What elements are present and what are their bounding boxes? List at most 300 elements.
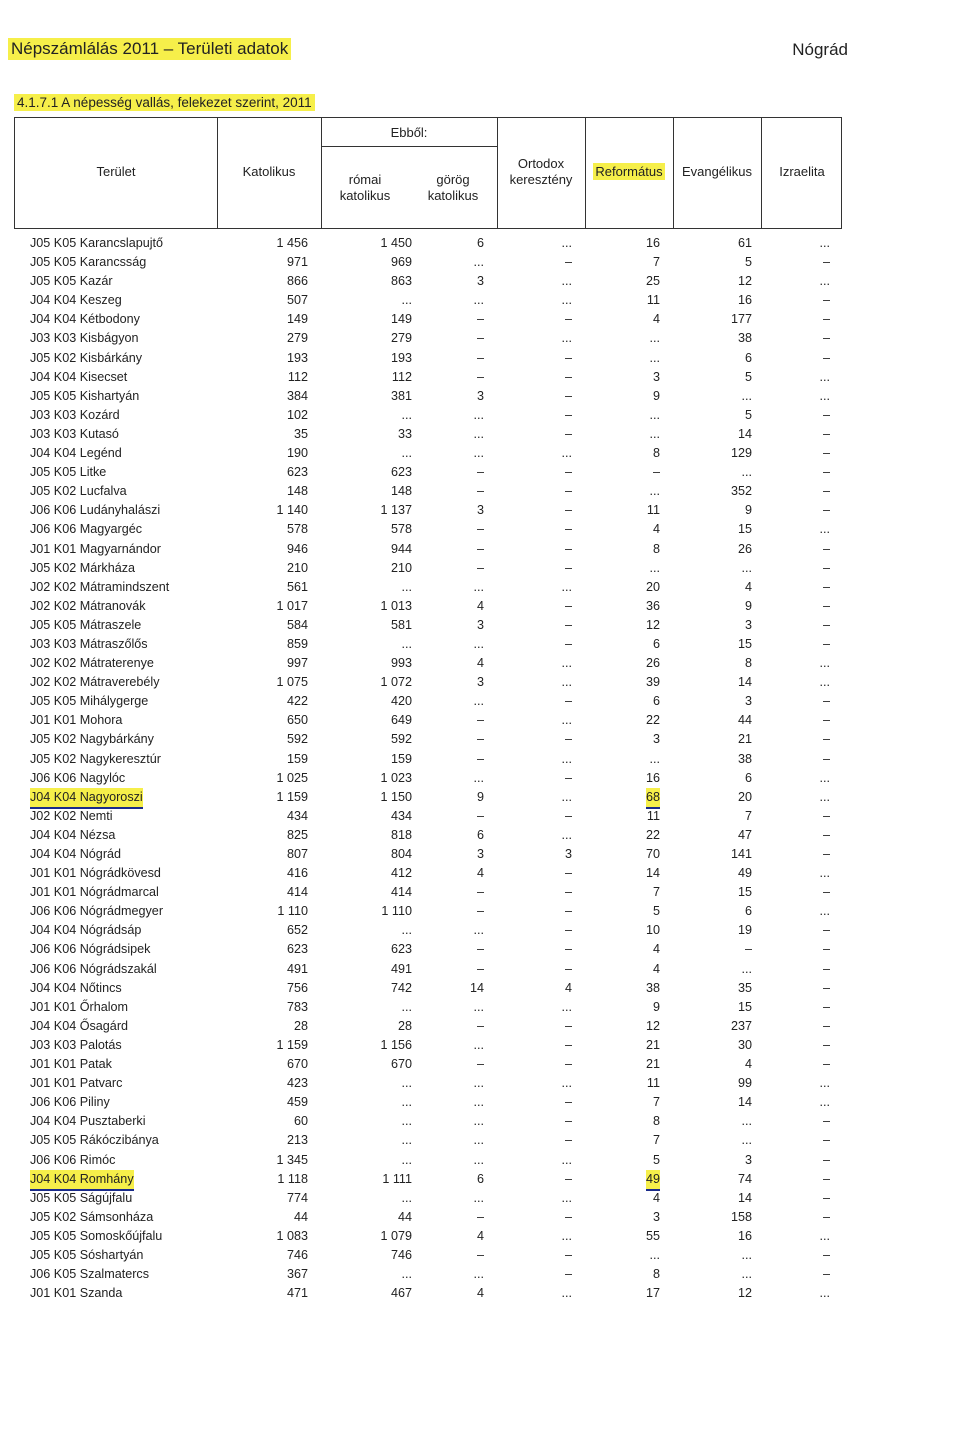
cell-reformatus: 55 xyxy=(645,1228,660,1243)
cell-katolikus: 459 xyxy=(286,1095,308,1110)
table-row xyxy=(14,1284,854,1303)
cell-evangelikus: 3 xyxy=(744,617,752,632)
cell-ortodox: – xyxy=(564,465,572,480)
table-row xyxy=(14,1131,854,1150)
cell-evangelikus: 14 xyxy=(737,1190,752,1205)
row-name: J04 K04 Nézsa xyxy=(30,827,116,842)
cell-katolikus: 592 xyxy=(286,732,308,747)
cell-gorog-katolikus: ... xyxy=(473,1133,484,1148)
cell-romai-katolikus: 467 xyxy=(390,1286,412,1301)
cell-katolikus: 423 xyxy=(286,1076,308,1091)
cell-izraelita: – xyxy=(822,312,830,327)
cell-reformatus: ... xyxy=(649,560,660,575)
cell-romai-katolikus: ... xyxy=(401,1190,412,1205)
cell-reformatus: 7 xyxy=(652,1095,660,1110)
cell-reformatus: 21 xyxy=(645,1057,660,1072)
row-name: J05 K02 Márkháza xyxy=(30,560,136,575)
cell-izraelita: – xyxy=(822,1171,830,1186)
cell-katolikus: 997 xyxy=(286,656,308,671)
cell-ortodox: ... xyxy=(561,751,572,766)
table-row xyxy=(14,1265,854,1284)
cell-romai-katolikus: 1 072 xyxy=(380,675,412,690)
table-row xyxy=(14,788,854,807)
row-name: J05 K05 Ságújfalu xyxy=(30,1190,133,1205)
cell-izraelita: – xyxy=(822,923,830,938)
header-evangelikus: Evangélikus xyxy=(681,164,753,179)
header-gorog: görög katolikus xyxy=(427,172,479,203)
cell-evangelikus: 49 xyxy=(737,866,752,881)
cell-katolikus: 746 xyxy=(286,1247,308,1262)
cell-gorog-katolikus: – xyxy=(476,560,484,575)
cell-ortodox: – xyxy=(564,522,572,537)
cell-reformatus: 7 xyxy=(652,255,660,270)
cell-evangelikus: 15 xyxy=(737,636,752,651)
cell-gorog-katolikus: ... xyxy=(473,770,484,785)
cell-ortodox: ... xyxy=(561,713,572,728)
cell-ortodox: ... xyxy=(561,999,572,1014)
cell-gorog-katolikus: ... xyxy=(473,999,484,1014)
cell-izraelita: – xyxy=(822,999,830,1014)
cell-ortodox: – xyxy=(564,904,572,919)
cell-ortodox: – xyxy=(564,598,572,613)
cell-romai-katolikus: 818 xyxy=(390,827,412,842)
cell-izraelita: – xyxy=(822,331,830,346)
cell-reformatus: ... xyxy=(649,426,660,441)
cell-romai-katolikus: 993 xyxy=(390,656,412,671)
cell-evangelikus: ... xyxy=(741,1247,752,1262)
cell-evangelikus: 35 xyxy=(737,980,752,995)
cell-ortodox: – xyxy=(564,1037,572,1052)
cell-ortodox: – xyxy=(564,942,572,957)
row-name: J04 K04 Pusztaberki xyxy=(30,1114,146,1129)
cell-katolikus: 384 xyxy=(286,388,308,403)
table-row xyxy=(14,291,854,310)
cell-reformatus: ... xyxy=(649,751,660,766)
cell-gorog-katolikus: 3 xyxy=(476,274,484,289)
table-row xyxy=(14,635,854,654)
table-row xyxy=(14,253,854,272)
cell-reformatus: 8 xyxy=(652,446,660,461)
cell-ortodox: – xyxy=(564,1247,572,1262)
cell-ortodox: – xyxy=(564,255,572,270)
cell-evangelikus: 38 xyxy=(737,751,752,766)
table-row xyxy=(14,998,854,1017)
cell-evangelikus: 12 xyxy=(737,274,752,289)
cell-reformatus: 70 xyxy=(645,847,660,861)
cell-evangelikus: – xyxy=(744,942,752,957)
cell-katolikus: 1 083 xyxy=(276,1228,308,1243)
table-row xyxy=(14,540,854,559)
cell-izraelita: – xyxy=(822,1057,830,1072)
table-row xyxy=(14,960,854,979)
row-name: J05 K05 Mátraszele xyxy=(30,617,142,632)
cell-izraelita: – xyxy=(822,961,830,976)
cell-evangelikus: 5 xyxy=(744,255,752,270)
cell-romai-katolikus: ... xyxy=(401,923,412,938)
cell-reformatus: ... xyxy=(649,1247,660,1262)
cell-izraelita: – xyxy=(822,293,830,308)
region-name: Nógrád xyxy=(792,40,848,59)
cell-gorog-katolikus: ... xyxy=(473,407,484,422)
cell-gorog-katolikus: ... xyxy=(473,923,484,938)
cell-izraelita: ... xyxy=(819,904,830,919)
row-name: J03 K03 Palotás xyxy=(30,1037,122,1052)
cell-gorog-katolikus: – xyxy=(476,541,484,556)
cell-ortodox: 4 xyxy=(564,980,572,995)
cell-evangelikus: 47 xyxy=(737,827,752,842)
table-row xyxy=(14,1227,854,1246)
cell-izraelita: – xyxy=(822,1133,830,1148)
cell-izraelita: – xyxy=(822,503,830,518)
cell-katolikus: 44 xyxy=(293,1209,308,1224)
cell-evangelikus: 9 xyxy=(744,598,752,613)
row-name: J04 K04 Legénd xyxy=(30,446,122,461)
cell-katolikus: 1 345 xyxy=(276,1152,308,1167)
row-name: J05 K02 Nagybárkány xyxy=(30,732,154,747)
cell-reformatus: 10 xyxy=(645,923,660,938)
row-name: J05 K05 Kishartyán xyxy=(30,388,140,403)
cell-romai-katolikus: 1 111 xyxy=(382,1171,412,1186)
cell-reformatus: 4 xyxy=(652,942,660,957)
header-katolikus: Katolikus xyxy=(242,164,296,179)
cell-reformatus: 6 xyxy=(652,694,660,709)
cell-romai-katolikus: 578 xyxy=(390,522,412,537)
row-name: J01 K01 Őrhalom xyxy=(30,999,129,1014)
cell-romai-katolikus: 193 xyxy=(390,350,412,365)
cell-ortodox: ... xyxy=(561,1190,572,1205)
cell-reformatus: 8 xyxy=(652,1267,660,1282)
cell-gorog-katolikus: – xyxy=(476,1057,484,1072)
cell-evangelikus: 14 xyxy=(737,1095,752,1110)
cell-gorog-katolikus: 6 xyxy=(476,827,484,842)
cell-gorog-katolikus: 3 xyxy=(476,617,484,632)
cell-izraelita: – xyxy=(822,350,830,365)
cell-romai-katolikus: 623 xyxy=(390,942,412,957)
table-row xyxy=(14,1017,854,1036)
cell-gorog-katolikus: – xyxy=(476,713,484,728)
cell-evangelikus: 158 xyxy=(730,1209,752,1224)
cell-romai-katolikus: 420 xyxy=(390,694,412,709)
cell-ortodox: ... xyxy=(561,293,572,308)
cell-romai-katolikus: 863 xyxy=(390,274,412,289)
cell-romai-katolikus: 28 xyxy=(397,1018,412,1033)
cell-romai-katolikus: 1 023 xyxy=(380,770,412,785)
cell-evangelikus: 15 xyxy=(737,999,752,1014)
cell-izraelita: – xyxy=(822,942,830,957)
row-name: J01 K01 Magyarnándor xyxy=(30,541,161,556)
cell-izraelita: – xyxy=(822,598,830,613)
cell-evangelikus: ... xyxy=(741,961,752,976)
cell-izraelita: ... xyxy=(819,770,830,785)
cell-izraelita: ... xyxy=(819,1076,830,1091)
cell-gorog-katolikus: – xyxy=(476,369,484,384)
cell-ortodox: – xyxy=(564,732,572,747)
row-name: J01 K01 Mohora xyxy=(30,713,123,728)
cell-ortodox: – xyxy=(564,885,572,900)
row-name: J05 K05 Litke xyxy=(30,465,107,480)
row-name: J04 K04 Ősagárd xyxy=(30,1018,129,1033)
cell-izraelita: ... xyxy=(819,789,830,804)
row-name: J01 K01 Patvarc xyxy=(30,1076,123,1091)
cell-reformatus: 11 xyxy=(646,293,660,308)
cell-evangelikus: 44 xyxy=(737,713,752,728)
cell-romai-katolikus: 969 xyxy=(390,255,412,270)
row-name: J04 K04 Nógrád xyxy=(30,847,122,861)
cell-evangelikus: 38 xyxy=(737,331,752,346)
cell-izraelita: – xyxy=(822,1247,830,1262)
row-name: J05 K05 Sóshartyán xyxy=(30,1247,144,1262)
cell-evangelikus: 16 xyxy=(737,293,752,308)
cell-izraelita: – xyxy=(822,694,830,709)
cell-izraelita: – xyxy=(822,1152,830,1167)
cell-ortodox: ... xyxy=(561,656,572,671)
cell-katolikus: 149 xyxy=(286,312,308,327)
table-row xyxy=(14,349,854,368)
row-name: J05 K05 Mihálygerge xyxy=(30,694,149,709)
cell-izraelita: – xyxy=(822,713,830,728)
cell-ortodox: ... xyxy=(561,1152,572,1167)
row-name: J04 K04 Kisecset xyxy=(30,369,128,384)
cell-romai-katolikus: 623 xyxy=(390,465,412,480)
cell-evangelikus: ... xyxy=(741,465,752,480)
table-row xyxy=(14,597,854,616)
row-name: J05 K02 Kisbárkány xyxy=(30,350,143,365)
table-row xyxy=(14,272,854,291)
cell-katolikus: 28 xyxy=(293,1018,308,1033)
row-name: J03 K03 Mátraszőlős xyxy=(30,636,148,651)
cell-izraelita: ... xyxy=(819,274,830,289)
cell-izraelita: ... xyxy=(819,522,830,537)
cell-romai-katolikus: 279 xyxy=(390,331,412,346)
cell-romai-katolikus: 210 xyxy=(390,560,412,575)
cell-reformatus: 4 xyxy=(652,522,660,537)
cell-izraelita: ... xyxy=(819,369,830,384)
cell-evangelikus: 5 xyxy=(744,407,752,422)
cell-izraelita: ... xyxy=(819,866,830,881)
cell-gorog-katolikus: – xyxy=(476,904,484,919)
cell-romai-katolikus: 159 xyxy=(390,751,412,766)
cell-evangelikus: 61 xyxy=(737,236,752,250)
cell-romai-katolikus: 649 xyxy=(390,713,412,728)
cell-izraelita: – xyxy=(822,885,830,900)
cell-evangelikus: ... xyxy=(741,1114,752,1129)
row-name: J04 K04 Nagyoroszi xyxy=(30,788,143,809)
cell-reformatus: 3 xyxy=(652,732,660,747)
cell-izraelita: – xyxy=(822,484,830,499)
row-name: J04 K04 Nőtincs xyxy=(30,980,122,995)
cell-reformatus: 22 xyxy=(645,713,660,728)
cell-ortodox: 3 xyxy=(564,847,572,861)
cell-izraelita: – xyxy=(822,1114,830,1129)
cell-evangelikus: 12 xyxy=(737,1286,752,1301)
cell-reformatus: 4 xyxy=(652,312,660,327)
row-name: J01 K01 Nógrádmarcal xyxy=(30,885,159,900)
cell-izraelita: – xyxy=(822,560,830,575)
cell-gorog-katolikus: 4 xyxy=(476,1228,484,1243)
table-row xyxy=(14,807,854,826)
cell-gorog-katolikus: ... xyxy=(473,1037,484,1052)
cell-evangelikus: 6 xyxy=(744,350,752,365)
cell-katolikus: 866 xyxy=(286,274,308,289)
cell-reformatus: 5 xyxy=(652,904,660,919)
cell-reformatus: 4 xyxy=(652,961,660,976)
cell-ortodox: – xyxy=(564,312,572,327)
cell-gorog-katolikus: 6 xyxy=(476,1171,484,1186)
row-name: J02 K02 Mátramindszent xyxy=(30,579,170,594)
cell-ortodox: – xyxy=(564,426,572,441)
cell-reformatus: 68 xyxy=(646,788,660,809)
cell-gorog-katolikus: 4 xyxy=(476,656,484,671)
table-row xyxy=(14,501,854,520)
cell-romai-katolikus: 581 xyxy=(390,617,412,632)
cell-izraelita: – xyxy=(822,1018,830,1033)
cell-katolikus: 35 xyxy=(293,426,308,441)
cell-reformatus: 11 xyxy=(646,503,660,518)
cell-gorog-katolikus: – xyxy=(476,751,484,766)
cell-reformatus: 20 xyxy=(645,579,660,594)
table-row xyxy=(14,234,854,253)
header-ortodox: Ortodox keresztény xyxy=(509,156,573,187)
cell-katolikus: 471 xyxy=(286,1286,308,1301)
row-name: J04 K04 Nógrádsáp xyxy=(30,923,142,938)
cell-ortodox: – xyxy=(564,617,572,632)
cell-evangelikus: ... xyxy=(741,1267,752,1282)
cell-katolikus: 102 xyxy=(286,407,308,422)
cell-gorog-katolikus: ... xyxy=(473,1152,484,1167)
cell-izraelita: – xyxy=(822,465,830,480)
cell-katolikus: 670 xyxy=(286,1057,308,1072)
cell-evangelikus: 3 xyxy=(744,1152,752,1167)
cell-izraelita: – xyxy=(822,751,830,766)
row-name: J06 K06 Magyargéc xyxy=(30,522,143,537)
table-row xyxy=(14,673,854,692)
cell-izraelita: – xyxy=(822,1209,830,1224)
row-name: J01 K01 Nógrádkövesd xyxy=(30,866,161,881)
cell-izraelita: – xyxy=(822,579,830,594)
table-row xyxy=(14,387,854,406)
cell-katolikus: 1 017 xyxy=(276,598,308,613)
cell-gorog-katolikus: – xyxy=(476,465,484,480)
cell-reformatus: ... xyxy=(649,350,660,365)
cell-gorog-katolikus: – xyxy=(476,1209,484,1224)
cell-reformatus: 5 xyxy=(652,1152,660,1167)
cell-katolikus: 1 075 xyxy=(276,675,308,690)
table-row xyxy=(14,310,854,329)
row-name: J06 K05 Szalmatercs xyxy=(30,1267,149,1282)
cell-gorog-katolikus: ... xyxy=(473,694,484,709)
cell-ortodox: – xyxy=(564,388,572,403)
cell-evangelikus: 3 xyxy=(744,694,752,709)
row-name: J03 K03 Kisbágyon xyxy=(30,331,139,346)
table-row xyxy=(14,463,854,482)
cell-evangelikus: 6 xyxy=(744,904,752,919)
cell-romai-katolikus: 381 xyxy=(390,388,412,403)
cell-romai-katolikus: ... xyxy=(401,1076,412,1091)
table-row xyxy=(14,1151,854,1170)
table-row xyxy=(14,559,854,578)
cell-gorog-katolikus: ... xyxy=(473,579,484,594)
cell-reformatus: 36 xyxy=(645,598,660,613)
document-title: Népszámlálás 2011 – Területi adatok xyxy=(8,38,291,60)
table-row xyxy=(14,826,854,845)
cell-izraelita: – xyxy=(822,1037,830,1052)
row-name: J04 K04 Kétbodony xyxy=(30,312,140,327)
cell-katolikus: 561 xyxy=(286,579,308,594)
cell-katolikus: 971 xyxy=(286,255,308,270)
cell-gorog-katolikus: – xyxy=(476,312,484,327)
cell-ortodox: – xyxy=(564,694,572,709)
cell-reformatus: 12 xyxy=(645,617,660,632)
cell-reformatus: 9 xyxy=(652,388,660,403)
cell-reformatus: 39 xyxy=(645,675,660,690)
cell-katolikus: 60 xyxy=(293,1114,308,1129)
row-name: J06 K06 Nógrádszakál xyxy=(30,961,157,976)
cell-ortodox: ... xyxy=(561,827,572,842)
table-row xyxy=(14,482,854,501)
cell-ortodox: – xyxy=(564,923,572,938)
cell-katolikus: 756 xyxy=(286,980,308,995)
table-row xyxy=(14,654,854,673)
cell-katolikus: 213 xyxy=(286,1133,308,1148)
cell-gorog-katolikus: – xyxy=(476,732,484,747)
cell-gorog-katolikus: 4 xyxy=(476,1286,484,1301)
header-ebbol: Ebből: xyxy=(390,125,428,140)
cell-gorog-katolikus: 3 xyxy=(476,675,484,690)
table-row xyxy=(14,921,854,940)
cell-izraelita: – xyxy=(822,446,830,461)
cell-reformatus: 26 xyxy=(645,656,660,671)
cell-romai-katolikus: 1 150 xyxy=(380,789,412,804)
cell-gorog-katolikus: – xyxy=(476,961,484,976)
row-name: J05 K05 Rákóczibánya xyxy=(30,1133,159,1148)
cell-reformatus: ... xyxy=(649,484,660,499)
cell-katolikus: 367 xyxy=(286,1267,308,1282)
cell-izraelita: – xyxy=(822,732,830,747)
cell-ortodox: – xyxy=(564,484,572,499)
row-name: J05 K05 Karancsság xyxy=(30,255,147,270)
cell-katolikus: 1 159 xyxy=(276,789,308,804)
cell-ortodox: ... xyxy=(561,1286,572,1301)
cell-izraelita: – xyxy=(822,255,830,270)
cell-evangelikus: 5 xyxy=(744,369,752,384)
cell-evangelikus: 20 xyxy=(737,789,752,804)
cell-katolikus: 279 xyxy=(286,331,308,346)
row-name: J03 K03 Kozárd xyxy=(30,407,120,422)
cell-ortodox: – xyxy=(564,808,572,823)
cell-reformatus: 22 xyxy=(645,827,660,842)
cell-reformatus: 38 xyxy=(645,980,660,995)
cell-gorog-katolikus: – xyxy=(476,1018,484,1033)
cell-katolikus: 507 xyxy=(286,293,308,308)
cell-reformatus: 25 xyxy=(645,274,660,289)
cell-katolikus: 946 xyxy=(286,541,308,556)
cell-izraelita: – xyxy=(822,617,830,632)
cell-evangelikus: 21 xyxy=(737,732,752,747)
cell-reformatus: 7 xyxy=(652,885,660,900)
cell-reformatus: 4 xyxy=(652,1190,660,1205)
cell-katolikus: 652 xyxy=(286,923,308,938)
row-name: J05 K05 Kazár xyxy=(30,274,113,289)
table-row xyxy=(14,864,854,883)
cell-gorog-katolikus: ... xyxy=(473,1076,484,1091)
cell-izraelita: – xyxy=(822,541,830,556)
table-row xyxy=(14,444,854,463)
cell-katolikus: 1 456 xyxy=(276,236,308,250)
table-row xyxy=(14,1074,854,1093)
table-row xyxy=(14,1208,854,1227)
table-row xyxy=(14,616,854,635)
cell-reformatus: 6 xyxy=(652,636,660,651)
